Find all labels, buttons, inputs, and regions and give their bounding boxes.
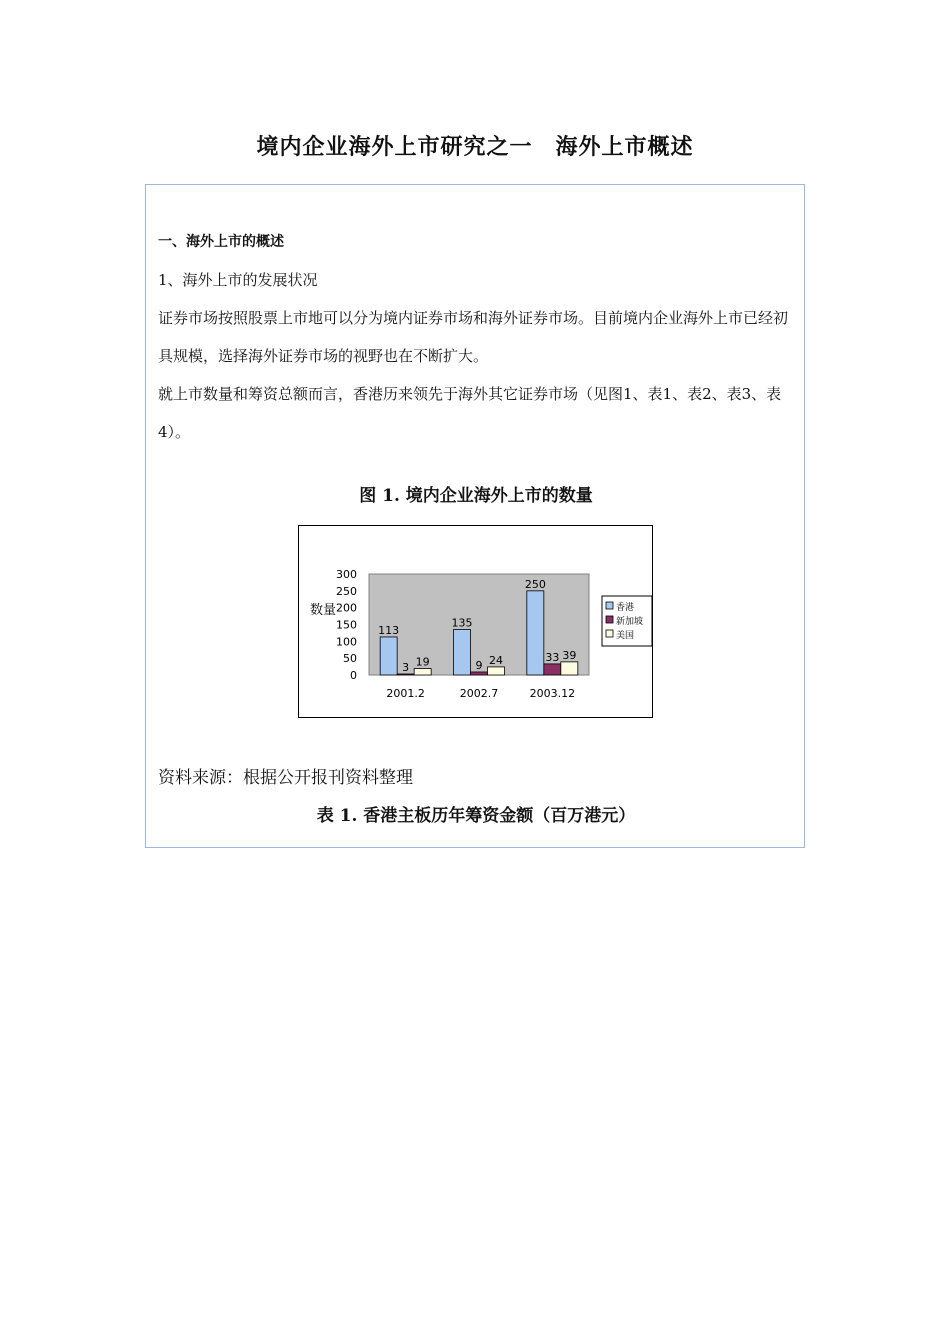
bar-chart bbox=[298, 525, 653, 718]
data-label: 135 bbox=[451, 616, 473, 630]
y-tick-label: 50 bbox=[343, 652, 357, 666]
legend-label: 新加坡 bbox=[616, 617, 644, 627]
data-label: 9 bbox=[475, 658, 483, 672]
y-tick-label: 0 bbox=[350, 669, 357, 682]
data-label: 3 bbox=[402, 660, 410, 674]
y-tick-label: 250 bbox=[336, 584, 357, 598]
data-label: 39 bbox=[562, 648, 577, 662]
bar-美国-2002.7 bbox=[488, 667, 505, 675]
data-label: 24 bbox=[489, 653, 503, 667]
source-note: 资料来源：根据公开报刊资料整理 bbox=[158, 768, 413, 788]
data-label: 19 bbox=[415, 655, 430, 669]
section-heading: 一、海外上市的概述 bbox=[158, 234, 284, 250]
y-tick-label: 150 bbox=[336, 618, 357, 632]
paragraph-hongkong: 就上市数量和筹资总额而言，香港历来领先于海外其它证券市场（见图1、表1、表2、表3、表4）。 bbox=[158, 385, 782, 441]
table-caption: 表 1. 香港主板历年筹资金额（百万港元） bbox=[316, 806, 636, 826]
data-label: 33 bbox=[545, 650, 560, 664]
legend-label: 美国 bbox=[616, 631, 635, 641]
legend-swatch-香港 bbox=[606, 602, 613, 609]
y-axis-label: 数量 bbox=[310, 603, 337, 618]
subsection-heading: 1、海外上市的发展状况 bbox=[158, 271, 318, 289]
bar-chart-svg bbox=[299, 526, 652, 717]
x-tick-label: 2001.2 bbox=[386, 687, 425, 700]
bar-新加坡-2001.2 bbox=[397, 674, 414, 675]
legend-swatch-美国 bbox=[606, 630, 613, 637]
bar-美国-2001.2 bbox=[414, 669, 431, 675]
data-label: 113 bbox=[378, 623, 400, 637]
y-tick-label: 100 bbox=[336, 635, 357, 649]
bar-美国-2003.12 bbox=[561, 662, 578, 675]
document-title: 境内企业海外上市研究之一 海外上市概述 bbox=[256, 134, 694, 160]
x-tick-label: 2002.7 bbox=[459, 687, 499, 700]
paragraph-intro: 证券市场按照股票上市地可以分为境内证券市场和海外证券市场。目前境内企业海外上市已经初具规模，选择海外证券市场的视野也在不断扩大。 bbox=[158, 309, 789, 365]
bar-香港-2003.12 bbox=[527, 591, 544, 675]
content-frame bbox=[145, 184, 805, 848]
figure-caption: 图 1. 境内企业海外上市的数量 bbox=[359, 486, 593, 506]
data-label: 250 bbox=[524, 577, 546, 591]
bar-新加坡-2002.7 bbox=[471, 672, 488, 675]
bar-香港-2001.2 bbox=[380, 637, 397, 675]
legend-label: 香港 bbox=[616, 603, 635, 613]
y-tick-label: 300 bbox=[336, 568, 357, 581]
bar-香港-2002.7 bbox=[454, 630, 471, 675]
legend-swatch-新加坡 bbox=[606, 616, 613, 623]
x-tick-label: 2003.12 bbox=[529, 687, 576, 700]
y-tick-label: 200 bbox=[336, 601, 357, 615]
bar-新加坡-2003.12 bbox=[544, 664, 561, 675]
